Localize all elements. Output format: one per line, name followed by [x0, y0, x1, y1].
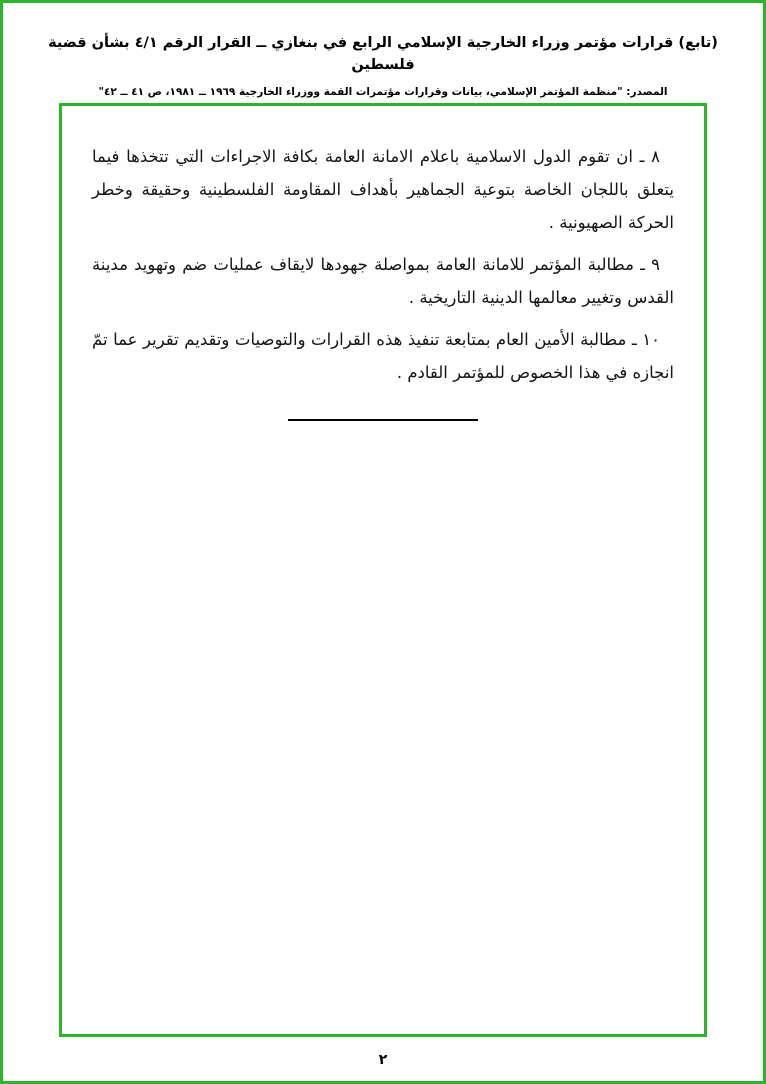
body-paragraph-10: ١٠ ـ مطالبة الأمين العام بمتابعة تنفيذ هذه القرارات والتوصيات وتقديم تقرير عما تمّ انجازه في هذا الخصوص للمؤتمر القادم . [92, 330, 674, 382]
document-title: (تابع) قرارات مؤتمر وزراء الخارجية الإسلامي الرابع في بنغازي ــ القرار الرقم ٤/١ بشأن قضية فلسطين [48, 35, 718, 73]
document-header [3, 3, 763, 98]
body-paragraph-9: ٩ ـ مطالبة المؤتمر للامانة العامة بمواصلة جهودها لايقاف عمليات ضم وتهويد مدينة القدس وتغيير معالمها الدينية التاريخية . [92, 255, 674, 307]
page-number: ٢ [378, 1052, 388, 1068]
horizontal-rule [288, 419, 478, 421]
document-source-line: المصدر: "منظمة المؤتمر الإسلامي، بيانات وقرارات مؤتمرات القمة ووزراء الخارجية ١٩٦٩ ــ ١٩٨١، ص ٤١ ــ ٤٢" [98, 85, 668, 98]
body-paragraph-8: ٨ ـ ان تقوم الدول الاسلامية باعلام الامانة العامة بكافة الاجراءات التي تتخذها فيما يتعلق باللجان الخاصة بتوعية الجماهير بأهداف المقاومة الفلسطينية وحقيقة وخطر الحركة الصهيونية . [92, 147, 674, 232]
content-frame [59, 103, 707, 1037]
